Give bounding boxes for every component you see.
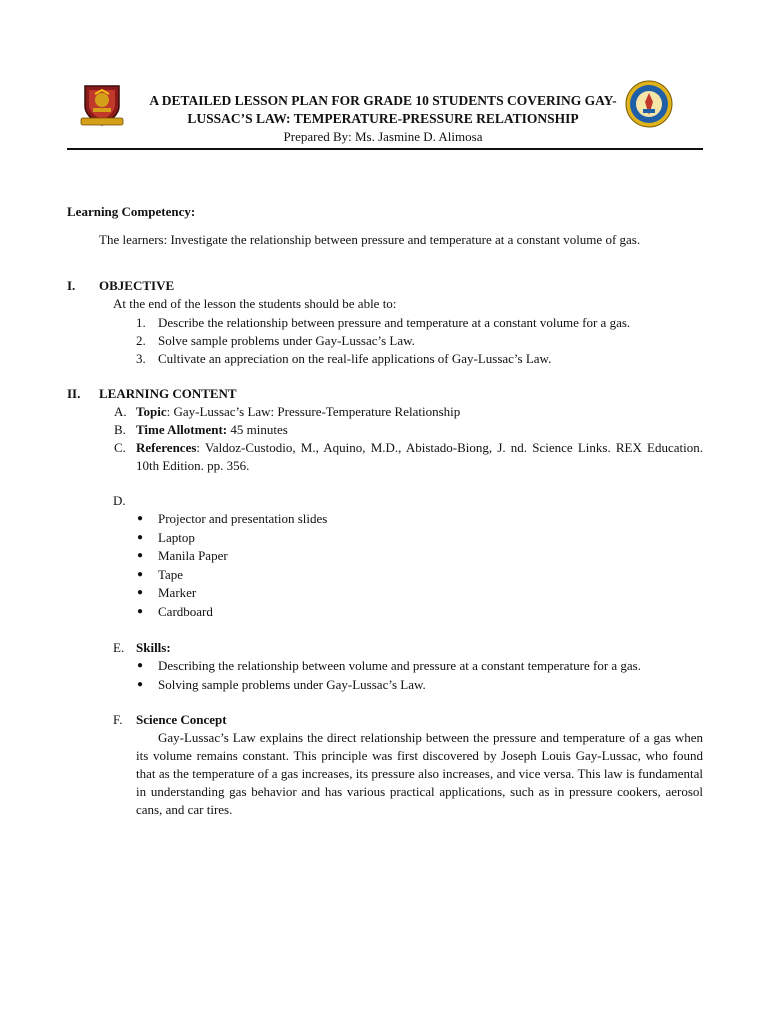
material-text: Tape xyxy=(158,566,184,582)
item-letter: F. xyxy=(113,712,123,727)
section-number: II. xyxy=(67,386,81,401)
material-item xyxy=(137,547,703,565)
title-line-1: A DETAILED LESSON PLAN FOR GRADE 10 STUDENTS COVERING GAY- xyxy=(149,93,617,108)
learning-competency-text: The learners: Investigate the relationship between pressure and temperature at a constant volume of gas. xyxy=(99,232,641,247)
skill-item xyxy=(137,657,703,675)
bullet-icon: ● xyxy=(137,550,144,561)
title-line-2: LUSSAC’S LAW: TEMPERATURE-PRESSURE RELATIONSHIP xyxy=(187,111,579,126)
item-number: 3. xyxy=(136,351,146,366)
skill-text: Solving sample problems under Gay-Lussac’s Law. xyxy=(158,677,426,692)
school-crest-logo xyxy=(79,82,125,128)
item-number: 1. xyxy=(136,315,146,330)
material-item xyxy=(137,566,703,584)
material-text: Manila Paper xyxy=(158,548,228,563)
skills-heading xyxy=(113,639,703,657)
material-item xyxy=(137,603,703,621)
material-text: Cardboard xyxy=(158,603,213,619)
objective-item xyxy=(136,332,703,350)
material-text: Marker xyxy=(158,585,197,600)
section-number: I. xyxy=(67,278,76,293)
item-text: Cultivate an appreciation on the real-life applications of Gay-Lussac’s Law. xyxy=(158,351,552,366)
objective-item xyxy=(136,314,703,332)
item-letter: E. xyxy=(113,640,125,655)
item-letter: B. xyxy=(114,422,126,437)
bullet-icon: ● xyxy=(137,679,144,690)
materials-letter: D. xyxy=(113,493,126,508)
item-number: 2. xyxy=(136,333,146,348)
time-allotment-item xyxy=(114,421,703,439)
time-allotment-text: 45 minutes xyxy=(227,422,288,437)
learning-competency-label: Learning Competency: xyxy=(67,204,196,219)
skills-label: Skills: xyxy=(136,640,171,655)
topic-text: : Gay-Lussac’s Law: Pressure-Temperature Relationship xyxy=(166,404,461,419)
bullet-icon: ● xyxy=(137,605,144,617)
bullet-icon: ● xyxy=(137,587,144,598)
learning-content-list xyxy=(114,403,703,475)
item-letter: C. xyxy=(114,440,126,455)
item-letter: A. xyxy=(114,404,127,419)
references-item xyxy=(114,439,703,475)
bullet-icon: ● xyxy=(137,660,144,671)
science-concept-heading xyxy=(113,711,703,729)
section-title: LEARNING CONTENT xyxy=(99,386,237,401)
material-text: Projector and presentation slides xyxy=(158,511,328,526)
objective-list xyxy=(136,314,703,368)
references-label: References xyxy=(136,440,197,455)
material-item xyxy=(137,529,703,547)
objective-intro: At the end of the lesson the students should be able to: xyxy=(113,296,397,311)
item-text: Describe the relationship between pressure and temperature at a constant volume for a gas. xyxy=(158,315,631,330)
material-text: Laptop xyxy=(158,529,195,545)
item-text: Solve sample problems under Gay-Lussac’s Law. xyxy=(158,333,415,348)
skill-item xyxy=(137,676,703,694)
document-title-block xyxy=(123,92,643,146)
material-item xyxy=(137,510,703,528)
bullet-icon: ● xyxy=(137,531,144,543)
document-header xyxy=(67,78,703,150)
science-concept-label: Science Concept xyxy=(136,712,227,727)
materials-list xyxy=(137,510,703,621)
science-concept-text: Gay-Lussac’s Law explains the direct relationship between the pressure and temperature of a gas when its volume remains constant. This principle was first discovered by Joseph Louis Gay-Lussac, who found that as the temperature of a gas increases, its pressure also increases, and vice versa. This law is fundamental in understanding gas behavior and has various practical applications, such as in pressure cookers, aerosol cans, and car tires. xyxy=(136,730,703,817)
prepared-by: Prepared By: Ms. Jasmine D. Alimosa xyxy=(283,129,483,144)
topic-label: Topic xyxy=(136,404,167,419)
time-allotment-label: Time Allotment: xyxy=(136,422,228,437)
material-item xyxy=(137,584,703,602)
topic-item xyxy=(114,403,703,421)
references-text: : Valdoz-Custodio, M., Aquino, M.D., Abistado-Biong, J. nd. Science Links. REX Education. 10th Edition. pp. 356. xyxy=(136,440,703,473)
objective-item xyxy=(136,350,703,368)
bullet-icon: ● xyxy=(137,513,144,524)
skill-text: Describing the relationship between volume and pressure at a constant temperature for a gas. xyxy=(158,658,641,673)
university-seal-logo xyxy=(625,80,673,128)
header-divider xyxy=(67,148,703,150)
bullet-icon: ● xyxy=(137,568,144,580)
skills-list xyxy=(137,657,703,694)
section-title: OBJECTIVE xyxy=(99,278,175,293)
